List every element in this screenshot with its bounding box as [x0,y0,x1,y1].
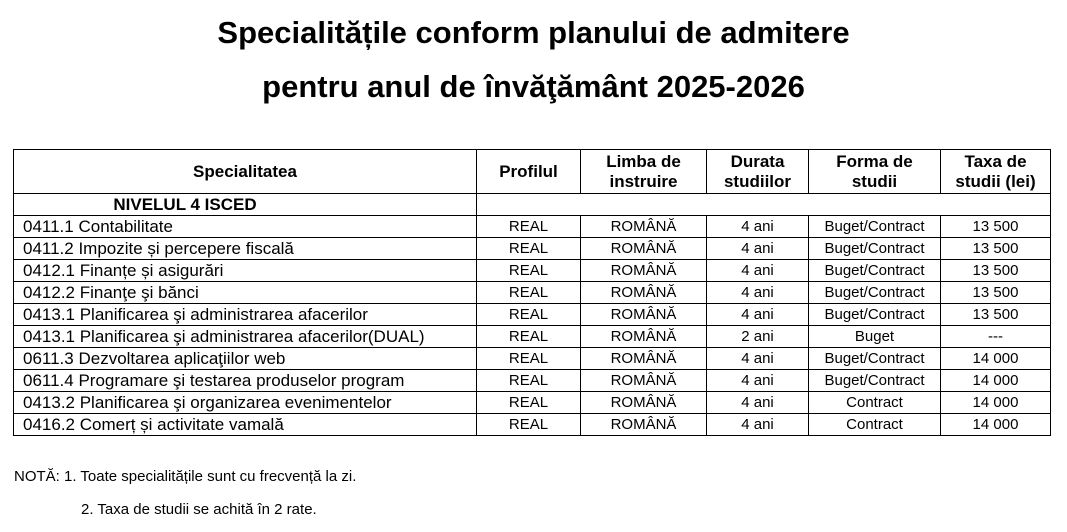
cell-taxa: 13 500 [941,238,1051,260]
cell-specialitate: 0611.3 Dezvoltarea aplicaţiilor web [14,348,477,370]
cell-taxa: 14 000 [941,348,1051,370]
cell-specialitate: 0416.2 Comerț și activitate vamală [14,414,477,436]
table-row [14,348,1051,370]
cell-forma: Contract [809,414,941,436]
cell-taxa: --- [941,326,1051,348]
cell-forma: Buget [809,326,941,348]
cell-profil: REAL [477,260,581,282]
cell-durata: 4 ani [707,282,809,304]
cell-durata: 4 ani [707,216,809,238]
cell-durata: 4 ani [707,370,809,392]
cell-profil: REAL [477,216,581,238]
cell-specialitate: 0413.2 Planificarea şi organizarea evenimentelor [14,392,477,414]
cell-taxa: 14 000 [941,392,1051,414]
cell-forma: Buget/Contract [809,260,941,282]
cell-limba: ROMÂNĂ [581,216,707,238]
cell-specialitate: 0413.1 Planificarea şi administrarea afacerilor(DUAL) [14,326,477,348]
cell-limba: ROMÂNĂ [581,260,707,282]
cell-durata: 4 ani [707,304,809,326]
table-row [14,370,1051,392]
table-row [14,216,1051,238]
header-durata: Durata studiilor [707,150,809,194]
cell-limba: ROMÂNĂ [581,348,707,370]
header-forma: Forma de studii [809,150,941,194]
cell-forma: Buget/Contract [809,304,941,326]
table-header-row [14,150,1051,194]
cell-limba: ROMÂNĂ [581,370,707,392]
header-limba: Limba de instruire [581,150,707,194]
page-title-line-1: Specialitățile conform planului de admitere [217,15,850,50]
cell-forma: Buget/Contract [809,216,941,238]
cell-limba: ROMÂNĂ [581,282,707,304]
specialties-table [13,149,1051,436]
cell-taxa: 13 500 [941,304,1051,326]
cell-limba: ROMÂNĂ [581,414,707,436]
cell-taxa: 13 500 [941,282,1051,304]
cell-taxa: 14 000 [941,414,1051,436]
cell-profil: REAL [477,370,581,392]
cell-limba: ROMÂNĂ [581,392,707,414]
cell-specialitate: 0412.1 Finanțe și asigurări [14,260,477,282]
page-title-line-2: pentru anul de învăţământ 2025-2026 [262,69,805,104]
table-row [14,304,1051,326]
header-specialitatea: Specialitatea [14,150,477,194]
cell-forma: Contract [809,392,941,414]
table-row [14,282,1051,304]
cell-profil: REAL [477,282,581,304]
cell-specialitate: 0611.4 Programare şi testarea produselor program [14,370,477,392]
cell-forma: Buget/Contract [809,282,941,304]
cell-forma: Buget/Contract [809,348,941,370]
cell-taxa: 14 000 [941,370,1051,392]
header-profilul: Profilul [477,150,581,194]
level-label: NIVELUL 4 ISCED [14,194,477,216]
cell-durata: 4 ani [707,238,809,260]
table-row [14,260,1051,282]
cell-specialitate: 0412.2 Finanţe şi bănci [14,282,477,304]
cell-durata: 4 ani [707,260,809,282]
level-row-empty [477,194,1051,216]
cell-forma: Buget/Contract [809,238,941,260]
cell-specialitate: 0413.1 Planificarea şi administrarea afacerilor [14,304,477,326]
note-2: 2. Taxa de studii se achită în 2 rate. [81,501,317,518]
cell-durata: 4 ani [707,414,809,436]
table-row [14,326,1051,348]
cell-forma: Buget/Contract [809,370,941,392]
note-1: NOTĂ: 1. Toate specialitățile sunt cu frecvență la zi. [14,468,357,485]
cell-taxa: 13 500 [941,260,1051,282]
cell-durata: 4 ani [707,392,809,414]
table-row [14,414,1051,436]
header-taxa: Taxa de studii (lei) [941,150,1051,194]
cell-profil: REAL [477,414,581,436]
cell-durata: 4 ani [707,348,809,370]
cell-specialitate: 0411.1 Contabilitate [14,216,477,238]
cell-profil: REAL [477,238,581,260]
cell-taxa: 13 500 [941,216,1051,238]
cell-limba: ROMÂNĂ [581,304,707,326]
cell-profil: REAL [477,326,581,348]
cell-limba: ROMÂNĂ [581,238,707,260]
table-row [14,238,1051,260]
table-row [14,392,1051,414]
cell-profil: REAL [477,392,581,414]
cell-durata: 2 ani [707,326,809,348]
cell-profil: REAL [477,304,581,326]
cell-limba: ROMÂNĂ [581,326,707,348]
cell-specialitate: 0411.2 Impozite și percepere fiscală [14,238,477,260]
cell-profil: REAL [477,348,581,370]
level-row [14,194,1051,216]
